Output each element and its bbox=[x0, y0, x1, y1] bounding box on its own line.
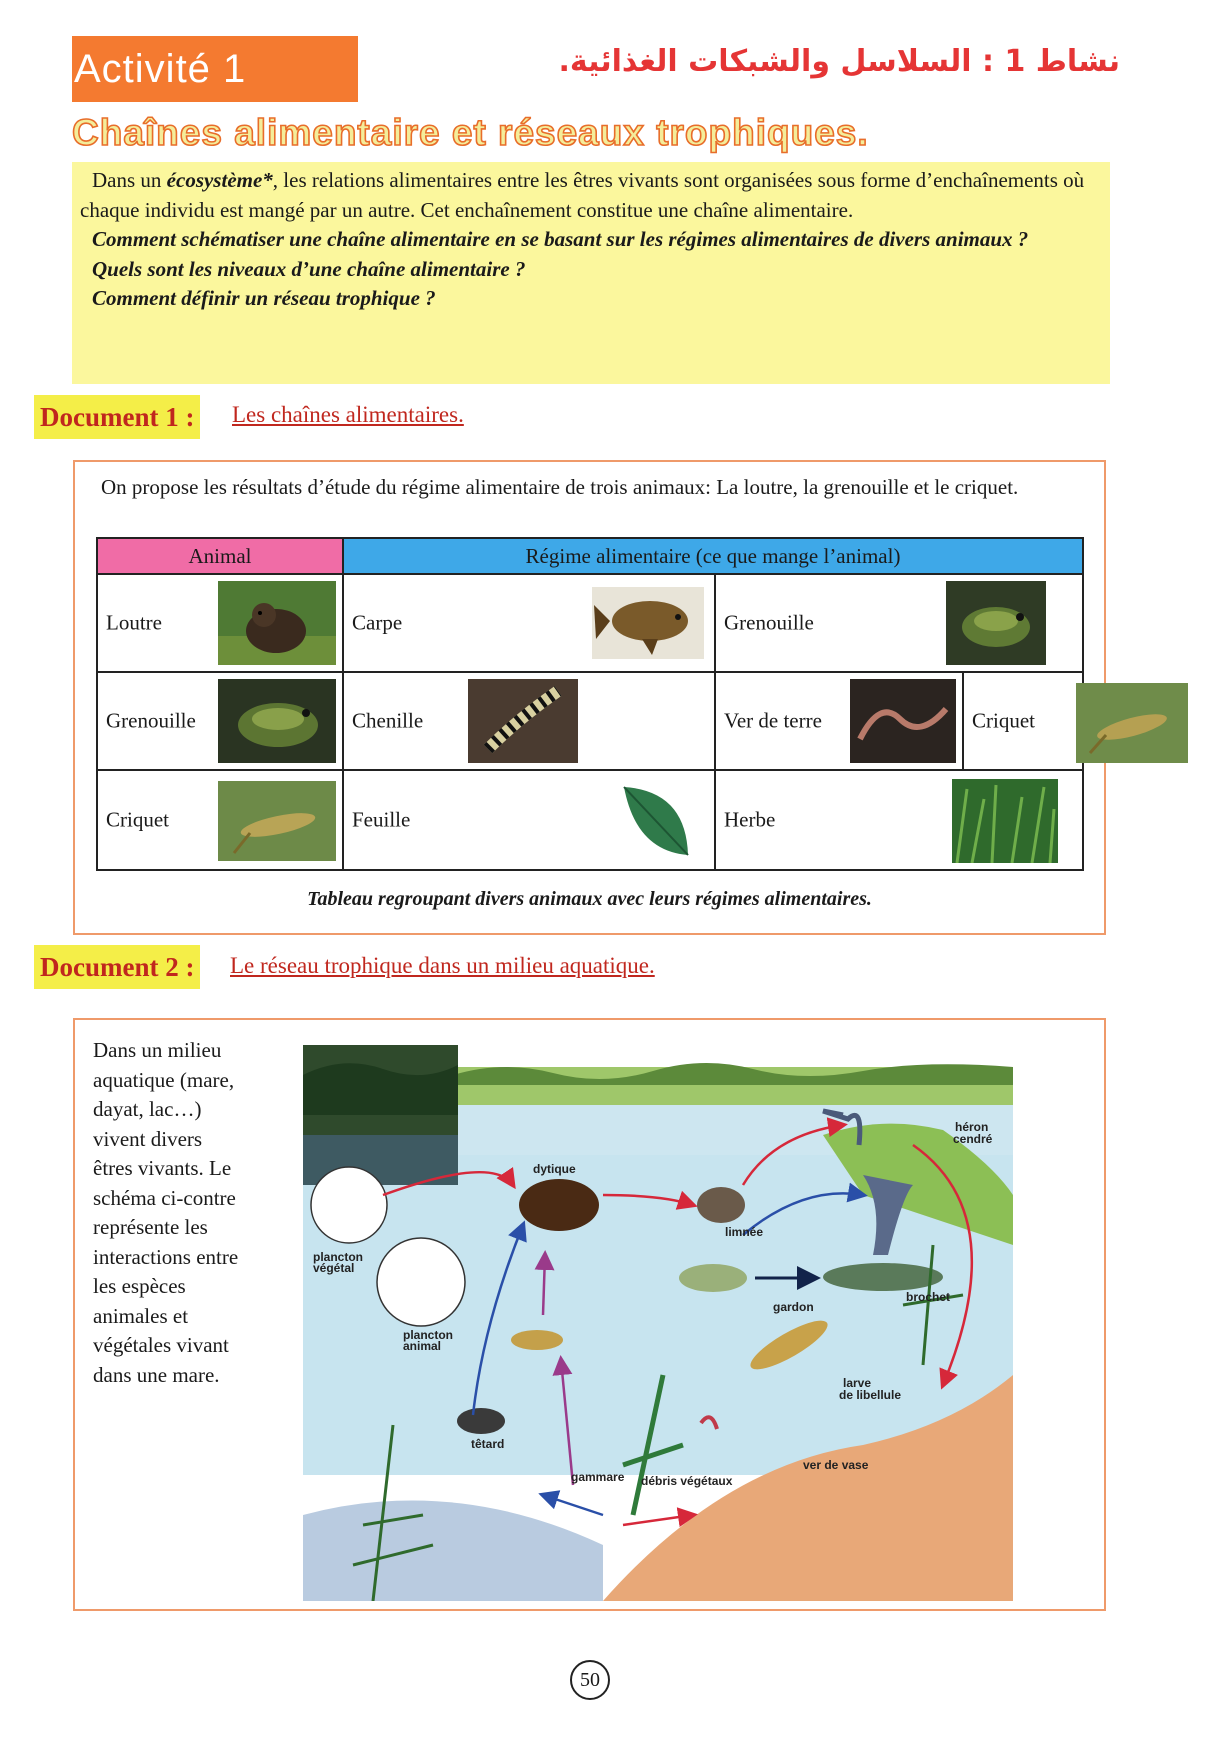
label-larve: larve de libellule bbox=[839, 1376, 902, 1402]
food-name: Grenouille bbox=[724, 610, 814, 635]
cricket-photo bbox=[1076, 683, 1188, 763]
column-header-animal: Animal bbox=[97, 538, 343, 574]
question-3: Comment définir un réseau trophique ? bbox=[92, 286, 436, 310]
animal-name: Loutre bbox=[106, 610, 162, 635]
food-name: Feuille bbox=[352, 807, 411, 832]
label-heron: héron cendré bbox=[953, 1120, 993, 1146]
label-plancton-vegetal: plancton végétal bbox=[313, 1250, 363, 1275]
label-gardon: gardon bbox=[773, 1300, 814, 1314]
animal-name: Criquet bbox=[106, 807, 169, 832]
food-name: Criquet bbox=[972, 708, 1035, 733]
document-2-title: Le réseau trophique dans un milieu aquatique. bbox=[230, 953, 655, 978]
table-caption: Tableau regroupant divers animaux avec leurs régimes alimentaires. bbox=[307, 888, 872, 910]
label-gammare: gammare bbox=[571, 1470, 625, 1484]
caterpillar-photo bbox=[468, 679, 578, 763]
earthworm-photo bbox=[850, 679, 956, 763]
question-1: Comment schématiser une chaîne alimentaire en se basant sur les régimes alimentaires de divers animaux ? bbox=[92, 227, 1029, 251]
page-number: 50 bbox=[570, 1660, 610, 1700]
diet-table bbox=[96, 537, 1084, 871]
food-name: Chenille bbox=[352, 708, 424, 733]
label-ver-de-vase: ver de vase bbox=[803, 1458, 869, 1472]
document-1-title: Les chaînes alimentaires. bbox=[232, 402, 464, 427]
otter-photo bbox=[218, 581, 336, 665]
food-name: Carpe bbox=[352, 610, 403, 635]
document-2-badge: Document 2 : bbox=[34, 945, 200, 989]
frog-photo bbox=[946, 581, 1046, 665]
food-web-illustration bbox=[303, 1045, 1013, 1601]
table-row bbox=[97, 770, 1083, 870]
food-web-diagram bbox=[303, 1045, 1013, 1601]
table-row bbox=[97, 672, 1083, 770]
food-name: Ver de terre bbox=[724, 708, 822, 733]
column-header-regime: Régime alimentaire (ce que mange l’animal) bbox=[343, 538, 1083, 574]
carp-photo bbox=[592, 587, 704, 659]
label-dytique: dytique bbox=[533, 1162, 576, 1176]
label-debris: débris végétaux bbox=[641, 1474, 733, 1488]
document-1-intro: On propose les résultats d’étude du régime alimentaire de trois animaux: La loutre, la grenouille et le criquet. bbox=[101, 475, 1019, 499]
ecosystem-term: écosystème* bbox=[166, 168, 273, 192]
grass-photo bbox=[952, 779, 1058, 863]
label-brochet: brochet bbox=[906, 1290, 951, 1304]
label-limnee: limnée bbox=[725, 1225, 764, 1239]
label-tetard: têtard bbox=[471, 1437, 505, 1451]
food-name: Herbe bbox=[724, 807, 776, 832]
arabic-title: نشاط 1 : السلاسل والشبكات الغذائية. bbox=[558, 44, 1120, 79]
animal-name: Grenouille bbox=[106, 708, 196, 733]
intro-box bbox=[72, 162, 1110, 384]
document-1-badge: Document 1 : bbox=[34, 395, 200, 439]
question-2: Quels sont les niveaux d’une chaîne alimentaire ? bbox=[92, 256, 526, 281]
document-2-text: Dans un milieu aquatique (mare, dayat, lac…) vivent divers êtres vivants. Le schéma ci-contre représente les interactions entre les espèces animales et végétales vivant dans une mare. bbox=[93, 1038, 239, 1387]
page-title: Chaînes alimentaire et réseaux trophiques. bbox=[72, 112, 869, 153]
leaf-drawing bbox=[616, 781, 696, 863]
activity-badge: Activité 1 bbox=[72, 36, 358, 102]
label-plancton-animal: plancton animal bbox=[403, 1328, 453, 1353]
intro-paragraph: Dans un écosystème*, les relations alimentaires entre les êtres vivants sont organisées sous forme d’enchaînements où chaque individu est mangé par un autre. Cet enchaînement constitue une chaîne alimentaire. bbox=[80, 168, 1085, 222]
table-row bbox=[97, 574, 1083, 672]
cricket-photo bbox=[218, 781, 336, 861]
frog-photo bbox=[218, 679, 336, 763]
